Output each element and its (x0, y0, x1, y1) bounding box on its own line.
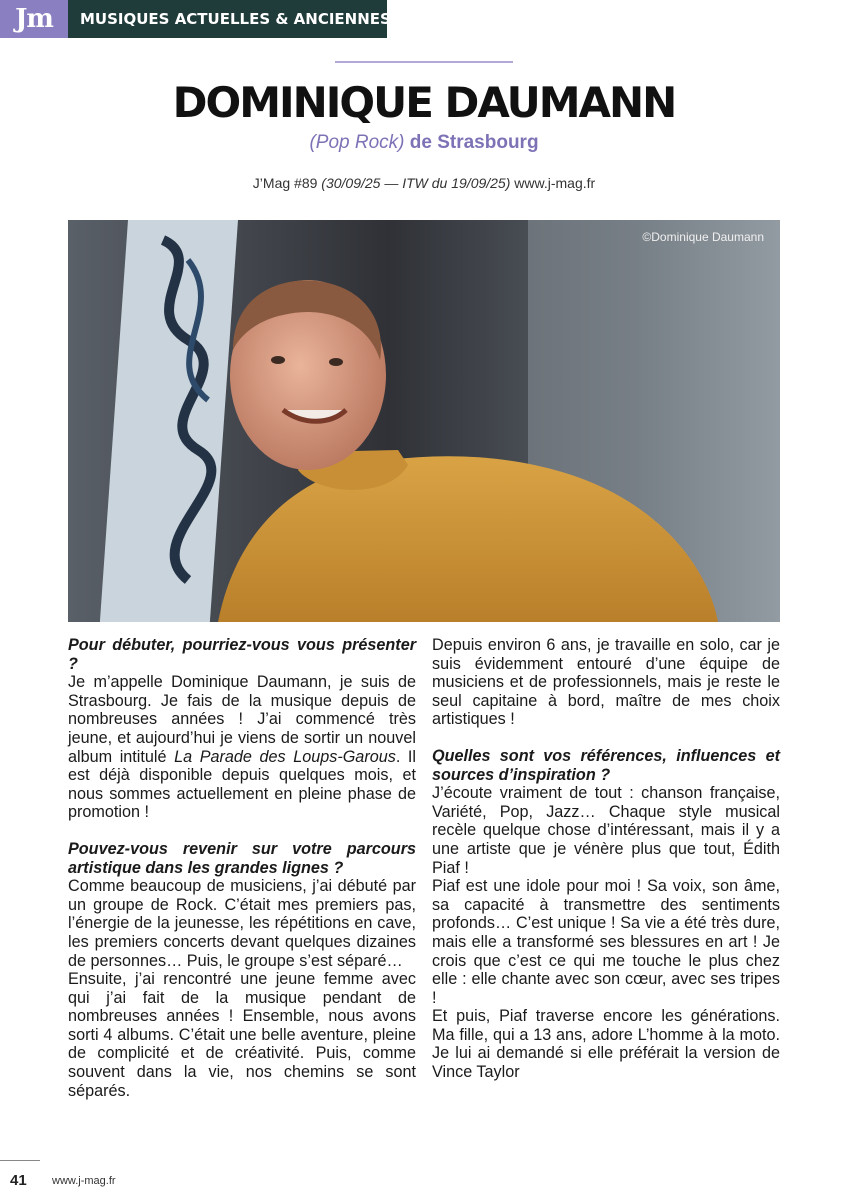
question-1: Pour débuter, pourriez-vous vous présenter ? (68, 636, 416, 673)
answer-3-paragraph-2: Piaf est une idole pour moi ! Sa voix, son âme, sa capacité à transmettre des sentiments profonds… C’est unique ! Sa vie a été très dure, mais elle a transformé ses blessures en art ! Je crois que c’est ce qui me touche le plus chez elle : elle chante avec son cœur, avec ses tripes ! (432, 877, 780, 1007)
origin-label: de Strasbourg (409, 132, 539, 153)
article-subtitle (0, 132, 848, 154)
answer-1-text-a: Je m’appelle Dominique Daumann, je suis de Strasbourg. Je fais de la musique depuis de nombreuses années ! J’ai commencé très jeune, et aujourd’hui je viens de sortir un nouvel album intitulé (68, 673, 416, 766)
column-right-flow (432, 636, 780, 1082)
issue-dates: (30/09/25 — ITW du 19/09/25) (321, 175, 511, 191)
title-divider (335, 61, 513, 63)
genre-label: (Pop Rock) (309, 132, 405, 153)
answer-2-paragraph-2: Ensuite, j’ai rencontré une jeune femme avec qui j’ai fait de la musique pendant de nombreuses années ! Ensemble, nous avons sorti 4 albums. C’était une belle aventure, pleine de complicité et de créativité. Puis, comme souvent dans la vie, nos chemins se sont séparés. (68, 970, 416, 1100)
answer-2-paragraph-1: Comme beaucoup de musiciens, j’ai débuté par un groupe de Rock. C’était mes premiers pas, l’énergie de la jeunesse, les répétitions en cave, les premiers concerts devant quelques dizaines de personnes… Puis, le groupe s’est séparé… (68, 877, 416, 970)
answer-2-paragraph-3: Depuis environ 6 ans, je travaille en solo, car je suis évidemment entouré d’une équipe de musiciens et de professionnels, mais je reste le seul capitaine à bord, maître de mes choix artistiques ! (432, 636, 780, 729)
album-title: La Parade des Loups-Garous (174, 747, 396, 766)
page-number: 41 (10, 1172, 27, 1189)
issue-url: www.j-mag.fr (514, 175, 596, 191)
issue-prefix: J’Mag #89 (252, 175, 318, 191)
footer-rule (0, 1160, 40, 1161)
issue-line (0, 175, 848, 191)
answer-3-paragraph-3: Et puis, Piaf traverse encore les générations. Ma fille, qui a 13 ans, adore L’homme à la moto. Je lui ai demandé si elle préférait la version de Vince Taylor (432, 1007, 780, 1082)
question-3: Quelles sont vos références, influences et sources d’inspiration ? (432, 746, 780, 784)
photo-credit: ©Dominique Daumann (642, 230, 764, 244)
paragraph-gap (68, 822, 416, 840)
portrait-illustration (68, 220, 780, 622)
jmag-logo: Jm (0, 0, 68, 38)
answer-1 (68, 673, 416, 822)
section-rubric: MUSIQUES ACTUELLES & ANCIENNES (68, 0, 387, 38)
paragraph-gap (432, 729, 780, 747)
portrait-photo (68, 220, 780, 622)
answer-3-paragraph-1: J’écoute vraiment de tout : chanson française, Variété, Pop, Jazz… Chaque style musical recèle quelque chose d’intéressant, mais il y a une artiste que je vénère plus que tout, Édith Piaf ! (432, 784, 780, 877)
page-header (0, 0, 391, 38)
column-left (68, 636, 416, 1100)
answer-1-text-b: . Il est déjà disponible depuis quelques mois, et nous sommes actuellement en pleine phase de promotion ! (68, 747, 417, 822)
article-title: DOMINIQUE DAUMANN (172, 78, 676, 127)
question-2: Pouvez-vous revenir sur votre parcours artistique dans les grandes lignes ? (68, 839, 416, 877)
footer-url: www.j-mag.fr (52, 1175, 116, 1187)
